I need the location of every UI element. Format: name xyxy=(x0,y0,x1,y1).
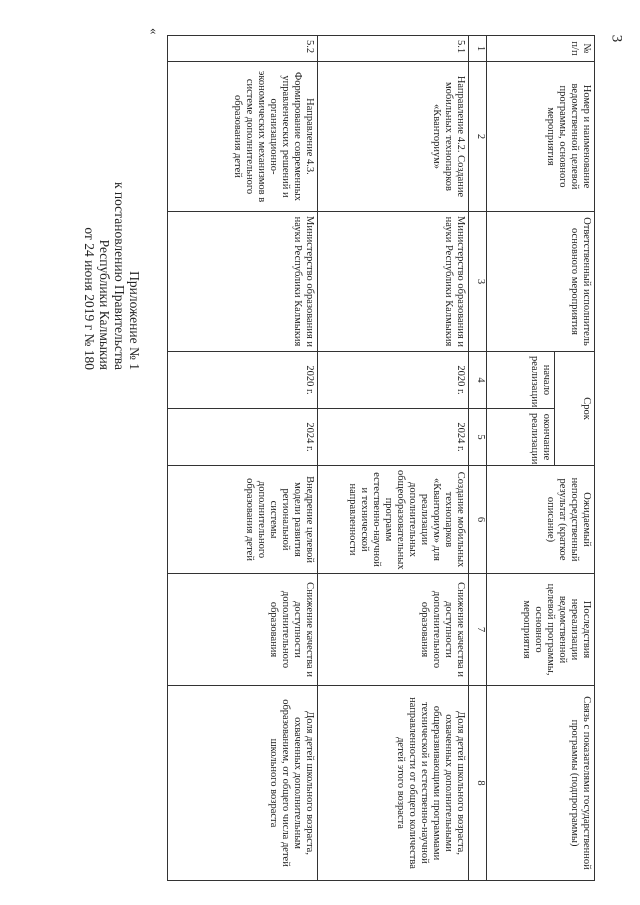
row-number: 5.2 xyxy=(168,36,318,62)
column-number: 2 xyxy=(468,62,486,212)
page-number: 3 xyxy=(608,34,625,43)
column-number: 8 xyxy=(468,686,486,881)
row-result: Внедрение целевой модели развития региональной системы дополнительного образования детей xyxy=(168,466,318,574)
table-row xyxy=(318,36,468,881)
header-col-start: начало реализации xyxy=(486,352,555,409)
column-number: 6 xyxy=(468,466,486,574)
header-col-result: Ожидаемый непосредственный результат (краткое описание) xyxy=(486,466,594,574)
column-number: 7 xyxy=(468,574,486,686)
row-executor: Министерство образования и науки Республики Калмыкия xyxy=(168,212,318,352)
row-consequence: Снижение качества и доступности дополнительного образования xyxy=(168,574,318,686)
header-col-number: № п/п xyxy=(486,36,594,62)
header-col-program: Номер и наименование ведомственной целевой программы, основного мероприятия xyxy=(486,62,594,212)
measures-table xyxy=(167,35,595,881)
header-col-executor: Ответственный исполнитель основного мероприятия xyxy=(486,212,594,352)
row-program-name: Направление 4.2. Создание мобильных технопарков «Кванториум» xyxy=(318,62,468,212)
header-col-end: окончание реализации xyxy=(486,409,555,466)
row-program-name: Направление 4.3. Формирование современных управленческих решений и организационно-экономических механизмов в системе дополнительного образования детей xyxy=(168,62,318,212)
row-start: 2020 г. xyxy=(168,352,318,409)
column-number: 4 xyxy=(468,352,486,409)
header-term: Срок xyxy=(555,352,595,466)
column-number: 5 xyxy=(468,409,486,466)
row-end: 2024 г. xyxy=(318,409,468,466)
annex-line-2: к постановлению Правительства xyxy=(112,181,127,370)
column-number: 3 xyxy=(468,212,486,352)
row-end: 2024 г. xyxy=(168,409,318,466)
annex-line-4: от 24 июня 2019 г № 180 xyxy=(82,227,97,370)
column-number: 1 xyxy=(468,36,486,62)
row-indicator: Доля детей школьного возраста, охваченных дополнительными общеразвивающими программами технической и естественно-научной направленности от общего количества детей этого возраста xyxy=(318,686,468,881)
row-consequence: Снижение качества и доступности дополнительного образования xyxy=(318,574,468,686)
annex-line-3: Республики Калмыкия xyxy=(97,239,112,370)
row-indicator: Доля детей школьного возраста, охваченных дополнительным образованием, от общего числа детей школьного возраста xyxy=(168,686,318,881)
header-row-1 xyxy=(555,36,595,881)
table-row xyxy=(168,36,318,881)
header-col-indicator: Связь с показателями государственной программы (подпрограммы) xyxy=(486,686,594,881)
row-start: 2020 г. xyxy=(318,352,468,409)
header-col-consequence: Последствия нереализации ведомственной целевой программы, основного мероприятия xyxy=(486,574,594,686)
annex-header xyxy=(82,182,142,370)
annex-line-1: Приложение № 1 xyxy=(127,271,142,370)
opening-quote-mark: « xyxy=(147,28,162,35)
row-executor: Министерство образования и науки Республики Калмыкия xyxy=(318,212,468,352)
column-numbers-row xyxy=(468,36,486,881)
row-number: 5.1 xyxy=(318,36,468,62)
row-result: Создание мобильных технопарков «Кванториум» для реализации дополнительных общеобразовательных программ естественно-научной и технической направленности xyxy=(318,466,468,574)
